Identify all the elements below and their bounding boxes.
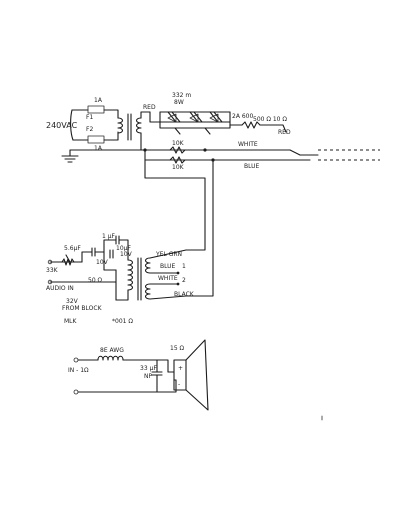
spk-minus-label: - (178, 381, 181, 388)
speaker-cone (186, 340, 208, 410)
spk-plus-label: + (178, 365, 184, 372)
spk-cap-b-label: NP (144, 373, 153, 380)
fuse2-name: F2 (86, 126, 94, 133)
wire-blue-label: BLUE (244, 163, 260, 170)
fuse2-rating: 1A (94, 145, 102, 152)
volt-b-label: 10V (120, 251, 132, 258)
diode-type-label: 2A 600 (232, 113, 254, 120)
vertical-feeds (145, 150, 213, 296)
volt-a-label: 10V (96, 259, 108, 266)
xfmr-bottom-label: BLACK (174, 291, 194, 298)
dropper-value: 332 m (172, 92, 192, 99)
supply-label: 32V (66, 298, 78, 305)
note-left: MLK (64, 318, 77, 325)
supply-desc: FROM BLOCK (62, 305, 102, 312)
res-b-label: 10K (172, 164, 184, 171)
xfmr-primary-label: YEL GRN (156, 251, 183, 258)
xfmr-mid-label: BLUE (160, 263, 176, 270)
input-label: AUDIO IN (46, 285, 74, 292)
res-a-label: 10K (172, 140, 184, 147)
mains-input (71, 106, 118, 143)
mains-voltage-label: 240VAC (46, 121, 78, 130)
wire-red-label-2: RED (278, 129, 291, 136)
fuse-f2-symbol (88, 136, 104, 143)
bleed-resistor-label: 500 Ω 10 Ω (253, 116, 287, 123)
fuse-f1-symbol (88, 106, 104, 113)
fuse1-name: F1 (86, 114, 94, 121)
speaker-section (74, 340, 208, 410)
cap-b-label: 10μF (116, 245, 131, 252)
wire-red-label-1: RED (143, 104, 156, 111)
dropper-unit: 8W (174, 99, 184, 106)
fuse1-rating: 1A (94, 97, 102, 104)
res-mid-label: 33K (46, 267, 58, 274)
num-1-label: 1 (182, 263, 186, 270)
ohm-label: 50 Ω (88, 277, 103, 284)
note-right: *001 Ω (112, 318, 133, 325)
wire-white-label: WHITE (238, 141, 258, 148)
choke-label: 8E AWG (100, 347, 124, 354)
cap-small-label: 1 μF (102, 233, 115, 240)
spk-cap-a-label: 33 μF (140, 365, 157, 372)
mains-transformer (118, 112, 150, 150)
speaker-label: 15 Ω (170, 345, 185, 352)
cap-a-label: 5.6μF (64, 245, 81, 252)
spk-in-label: IN - 1Ω (68, 367, 89, 374)
xfmr-white-label: WHITE (158, 275, 178, 282)
num-2-label: 2 (182, 277, 186, 284)
dc-rails (62, 147, 380, 163)
